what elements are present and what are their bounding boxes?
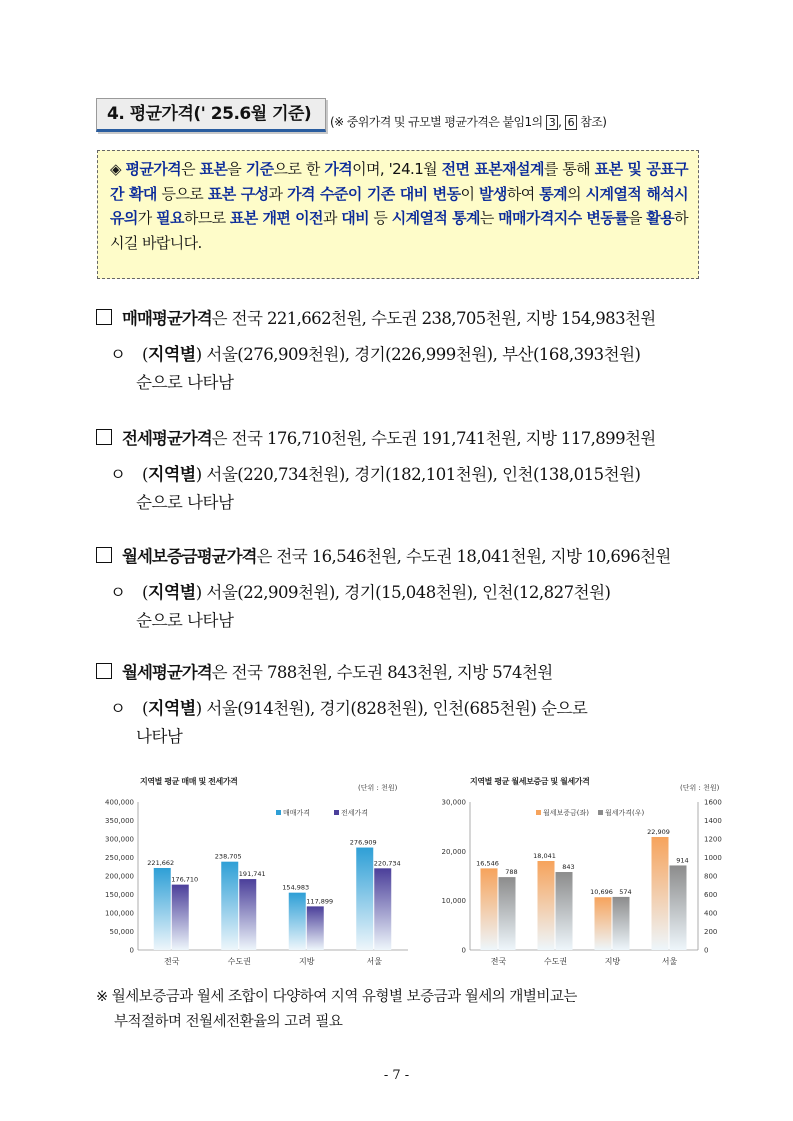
notice-part: 시계열적 해석시 유의: [110, 184, 689, 227]
y2-tick-label: 1600: [704, 798, 722, 807]
heading-text: 은 전국 176,710천원, 수도권 191,741천원, 지방 117,899천원: [211, 429, 656, 448]
y-tick-label: 0: [461, 946, 466, 955]
legend-swatch: [276, 810, 281, 815]
legend-swatch: [536, 810, 541, 815]
region-label: 지역별: [147, 583, 196, 603]
y2-tick-label: 400: [704, 909, 718, 918]
circle-bullet-icon: ㅇ: [110, 465, 126, 484]
data-label: 176,710: [171, 875, 199, 884]
y-tick-label: 200,000: [105, 872, 134, 881]
regional-detail: ㅇ (지역별) 서울(914천원), 경기(828천원), 인천(685천원) 순으로 나타남: [110, 695, 700, 751]
data-label: 914: [676, 856, 689, 865]
y2-tick-label: 1200: [704, 835, 722, 844]
notice-part: 표본 개편 이전: [229, 209, 323, 227]
notice-part: 활용: [646, 209, 675, 227]
chart-unit: (단위 : 천원): [358, 784, 398, 792]
notice-text: [110, 160, 688, 252]
category-label: 서울: [366, 957, 382, 966]
y2-tick-label: 200: [704, 928, 718, 936]
data-label: 238,705: [214, 852, 242, 861]
region-label: 지역별: [147, 699, 196, 719]
category-label: 서울: [661, 957, 678, 966]
y-tick-label: 30,000: [441, 798, 466, 807]
notice-part: 가격 수준이 기존 대비 변동: [287, 184, 461, 203]
data-label: 18,041: [533, 851, 556, 860]
data-label: 276,909: [349, 838, 377, 847]
footnote: ※ 월세보증금과 월세 조합이 다양하여 지역 유형별 보증금과 월세의 개별비교는 부적절하며 전월세전환율의 고려 필요: [96, 989, 577, 1030]
y-tick-label: 100,000: [105, 909, 134, 918]
bar: [613, 897, 630, 950]
bar: [556, 872, 573, 950]
y-tick-label: 400,000: [105, 798, 134, 807]
region-label: 지역별: [147, 345, 196, 365]
notice-part: 이며, '24.1월: [352, 160, 442, 178]
data-label: 22,909: [647, 827, 670, 836]
bar: [172, 885, 189, 950]
bar: [289, 893, 306, 950]
region-label: 지역별: [147, 465, 196, 485]
notice-part: 표본: [199, 160, 228, 178]
diamond-icon: ◈: [110, 160, 121, 178]
notice-part: 이: [460, 184, 480, 203]
heading-text: 은 전국 16,546천원, 수도권 18,041천원, 지방 10,696천원: [256, 547, 671, 566]
legend-label: 월세보증금(좌): [543, 809, 590, 817]
heading-bold: 월세평균가격: [122, 663, 212, 682]
data-label: 117,899: [306, 897, 334, 906]
circle-bullet-icon: ㅇ: [110, 583, 126, 602]
y-tick-label: 0: [129, 946, 134, 955]
notice-part: 기준: [245, 160, 274, 178]
heading-text: 은 전국 788천원, 수도권 843천원, 지방 574천원: [211, 663, 553, 682]
category-label: 전국: [490, 957, 507, 966]
bar: [652, 837, 669, 950]
heading-bold: 매매평균가격: [122, 309, 212, 328]
data-label: 843: [562, 863, 575, 872]
chart-sale-jeonse: [96, 772, 416, 972]
notice-part: 는: [479, 209, 499, 227]
heading-bold: 전세평균가격: [122, 429, 212, 448]
checkbox-square-icon: [96, 663, 112, 679]
data-label: 191,741: [238, 870, 266, 879]
data-label: 220,734: [373, 859, 401, 868]
heading-text: 은 전국 221,662천원, 수도권 238,705천원, 지방 154,983천원: [211, 309, 656, 328]
notice-part: 을: [628, 209, 647, 227]
notice-part: 표본 구성: [207, 184, 269, 203]
category-label: 전국: [164, 957, 180, 966]
bar: [481, 868, 498, 950]
data-label: 574: [619, 887, 632, 896]
legend-label: 전세가격: [341, 809, 369, 817]
section-note: (※ 중위가격 및 규모별 평균가격은 붙임1의 3 , 6 참조): [330, 115, 607, 129]
y-tick-label: 350,000: [105, 817, 134, 825]
bar: [221, 862, 238, 950]
notice-part: 통계: [539, 184, 568, 203]
legend-label: 매매가격: [283, 809, 311, 817]
bar: [239, 879, 256, 950]
notice-part: 으로 한: [273, 160, 325, 178]
notice-part: 매매가격지수 변동률: [498, 209, 629, 227]
ref-box-3: 3: [546, 115, 558, 130]
notice-part: 과: [322, 209, 342, 227]
notice-part: 하므로: [183, 209, 230, 227]
notice-part: 등: [369, 209, 392, 227]
category-label: 수도권: [543, 957, 568, 966]
heading-bold: 월세보증금평균가격: [122, 547, 257, 566]
bullet-heading: [96, 659, 553, 683]
regional-detail: ㅇ (지역별) 서울(22,909천원), 경기(15,048천원), 인천(12,827천원) 순으로 나타남: [110, 579, 700, 635]
notice-box: [97, 150, 699, 279]
notice-part: 하여: [506, 184, 540, 203]
category-label: 지방: [299, 957, 315, 966]
bar: [374, 868, 391, 950]
chart-unit: (단위 : 천원): [680, 784, 720, 792]
y-tick-label: 250,000: [105, 854, 134, 862]
bar: [499, 877, 516, 950]
bar: [154, 868, 171, 950]
circle-bullet-icon: ㅇ: [110, 345, 126, 364]
bullet-heading: [96, 543, 671, 567]
notice-part: 을: [227, 160, 246, 178]
notice-part: 하시길 바랍니다.: [110, 209, 688, 252]
bar: [670, 865, 687, 950]
y-tick-label: 150,000: [105, 891, 134, 899]
page-number: - 7 -: [383, 1068, 410, 1083]
checkbox-square-icon: [96, 429, 112, 445]
data-label: 788: [505, 868, 518, 877]
data-label: 10,696: [590, 888, 613, 897]
notice-part: 를 통해: [543, 160, 595, 178]
category-label: 수도권: [227, 957, 251, 966]
y-tick-label: 20,000: [441, 847, 466, 856]
notice-part: 필요: [156, 209, 184, 227]
circle-bullet-icon: ㅇ: [110, 699, 126, 718]
category-label: 지방: [604, 957, 621, 966]
section-title: 4. 평균가격(' 25.6월 기준): [96, 98, 326, 132]
chart-monthly-rent: [440, 772, 730, 972]
legend-swatch: [334, 810, 339, 815]
bar: [356, 848, 373, 950]
notice-part: 시계열적 통계: [391, 209, 480, 227]
notice-part: 등으로: [156, 184, 208, 203]
y-tick-label: 50,000: [109, 928, 134, 936]
notice-part: 발생: [479, 184, 507, 203]
regional-detail: ㅇ (지역별) 서울(276,909천원), 경기(226,999천원), 부산(168,393천원) 순으로 나타남: [110, 341, 700, 397]
notice-part: 대비: [341, 209, 369, 227]
notice-part: 과: [268, 184, 288, 203]
y2-tick-label: 1000: [704, 854, 722, 862]
bar: [538, 861, 555, 950]
y2-tick-label: 600: [704, 891, 718, 899]
notice-part: 평균가격: [125, 160, 182, 178]
notice-part: 가: [137, 209, 157, 227]
bar: [595, 897, 612, 950]
legend-label: 월세가격(우): [605, 809, 645, 817]
bullet-heading: [96, 305, 656, 329]
legend-swatch: [598, 810, 603, 815]
notice-part: 전면 표본재설계: [441, 160, 544, 178]
chart-title: 지역별 평균 매매 및 전세가격: [140, 777, 238, 786]
y2-tick-label: 0: [704, 946, 709, 955]
data-label: 16,546: [476, 859, 499, 868]
y2-tick-label: 800: [704, 872, 718, 881]
notice-part: 표본 및 공표구간 확대: [110, 160, 689, 203]
checkbox-square-icon: [96, 547, 112, 563]
data-label: 221,662: [147, 858, 175, 867]
chart-title: 지역별 평균 월세보증금 및 월세가격: [470, 777, 590, 786]
ref-box-6: 6: [565, 115, 577, 130]
bullet-heading: [96, 425, 656, 449]
bar: [307, 906, 324, 950]
y2-tick-label: 1400: [704, 817, 722, 825]
data-label: 154,983: [282, 883, 310, 892]
regional-detail: ㅇ (지역별) 서울(220,734천원), 경기(182,101천원), 인천(138,015천원) 순으로 나타남: [110, 461, 700, 517]
notice-part: 은: [181, 160, 200, 178]
y-tick-label: 10,000: [441, 897, 466, 906]
notice-part: 가격: [324, 160, 353, 178]
y-tick-label: 300,000: [105, 835, 134, 844]
notice-part: 의: [567, 184, 586, 203]
checkbox-square-icon: [96, 309, 112, 325]
